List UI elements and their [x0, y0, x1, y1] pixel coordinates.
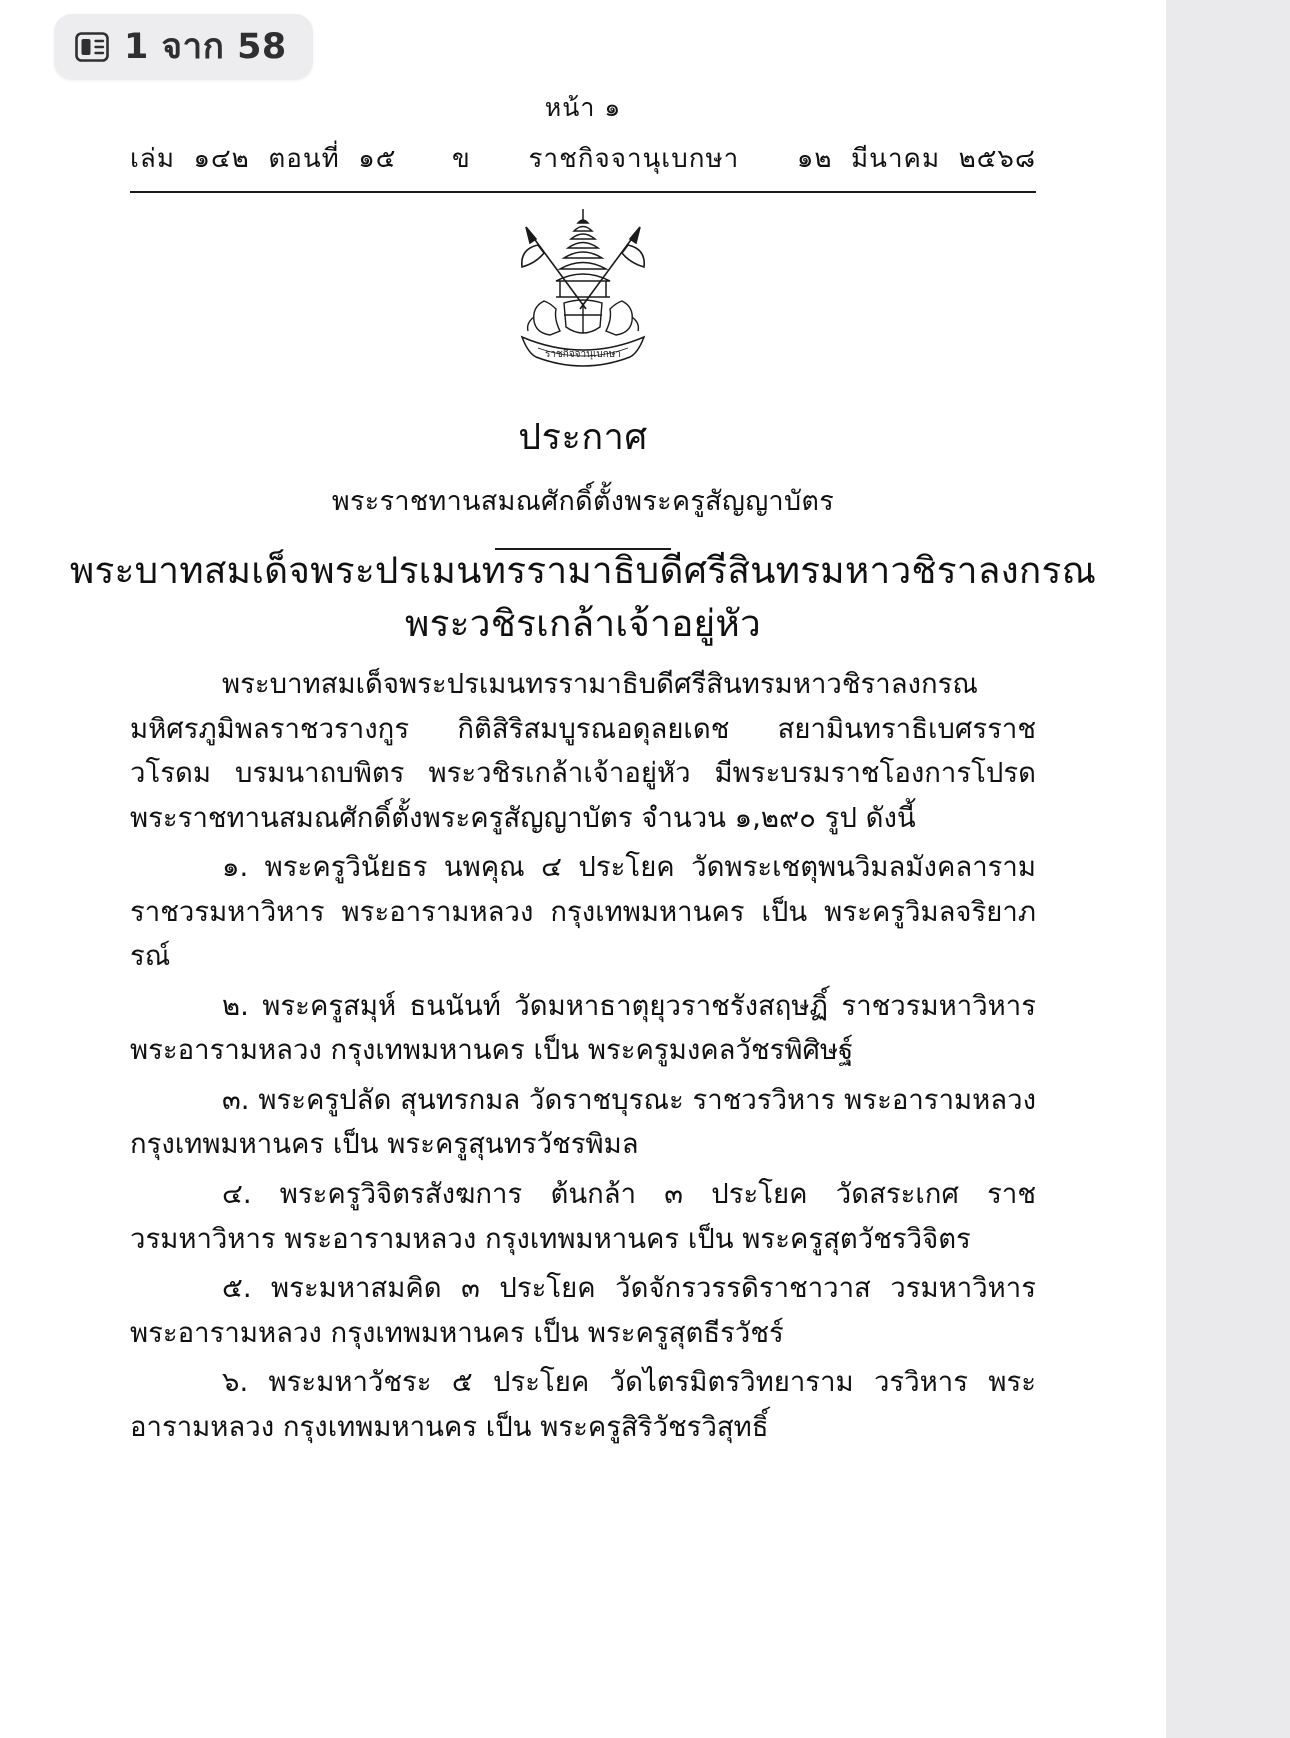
document-paragraph: ๔. พระครูวิจิตรสังฆการ ต้นกล้า ๓ ประโยค วัดสระเกศ ราชวรมหาวิหาร พระอารามหลวง กรุงเทพมหานคร เป็น พระครูสุตวัชรวิจิตร: [130, 1178, 1036, 1255]
document-paragraph: ๖. พระมหาวัชระ ๕ ประโยค วัดไตรมิตรวิทยาราม วรวิหาร พระอารามหลวง กรุงเทพมหานคร เป็น พระครูสิริวัชรวิสุทธิ์: [130, 1366, 1036, 1443]
svg-text:ราชกิจจานุเบกษา: ราชกิจจานุเบกษา: [544, 349, 622, 360]
king-name-line-2: พระวชิรเกล้าเจ้าอยู่หัว: [405, 601, 761, 645]
document-title: ประกาศ: [518, 417, 648, 458]
king-name-line-1: พระบาทสมเด็จพระปรเมนทรรามาธิบดีศรีสินทรมหาวชิราลงกรณ: [69, 549, 1097, 592]
document-paragraph: ๓. พระครูปลัด สุนทรกมล วัดราชบุรณะ ราชวรวิหาร พระอารามหลวง กรุงเทพมหานคร เป็น พระครูสุนทรวัชรพิมล: [130, 1083, 1036, 1161]
title-block: [0, 408, 1166, 550]
document-paragraph: ๑. พระครูวินัยธร นพคุณ ๔ ประโยค วัดพระเชตุพนวิมลมังคลาราม ราชวรมหาวิหาร พระอารามหลวง กรุงเทพมหานคร เป็น พระครูวิมลจริยาภรณ์: [130, 851, 1036, 973]
document-paragraph: ๒. พระครูสมุห์ ธนนันท์ วัดมหาธาตุยุวราชรังสฤษฏิ์ ราชวรมหาวิหาร พระอารามหลวง กรุงเทพมหานคร เป็น พระครูมงคลวัชรพิศิษฐ์: [130, 989, 1036, 1067]
page-indicator[interactable]: [54, 14, 313, 80]
header-volume: เล่ม ๑๔๒ ตอนที่ ๑๕ ข: [130, 144, 471, 174]
viewer-gutter: [1166, 0, 1290, 1738]
header-date: ๑๒ มีนาคม ๒๕๖๘: [796, 144, 1036, 174]
page-view-icon: [74, 30, 110, 64]
header-rule-row: [130, 138, 1036, 193]
document-header: [130, 88, 1036, 193]
document-body: [130, 662, 1036, 1454]
document-paragraph: พระบาทสมเด็จพระปรเมนทรรามาธิบดีศรีสินทรมหาวชิราลงกรณ มหิศรภูมิพลราชวรางกูร กิติสิริสมบูรณอดุลยเดช สยามินทราธิเบศรราชวโรดม บรมนาถบพิตร พระวชิรเกล้าเจ้าอยู่หัว มีพระบรมราชโองการโปรดพระราชทานสมณศักดิ์ตั้งพระครูสัญญาบัตร จำนวน ๑,๒๙๐ รูป ดังนี้: [130, 668, 1036, 834]
garuda-emblem: [0, 205, 1166, 375]
header-gazette-name: ราชกิจจานุเบกษา: [528, 144, 740, 174]
document-subtitle: พระราชทานสมณศักดิ์ตั้งพระครูสัญญาบัตร: [331, 486, 835, 517]
king-name: [0, 545, 1166, 650]
page-indicator-label: 1 จาก 58: [124, 26, 287, 67]
header-page-number: หน้า ๑: [544, 93, 622, 122]
document-paragraph: ๕. พระมหาสมคิด ๓ ประโยค วัดจักรวรรดิราชาวาส วรมหาวิหาร พระอารามหลวง กรุงเทพมหานคร เป็น พระครูสุตธีรวัชร์: [130, 1272, 1036, 1349]
